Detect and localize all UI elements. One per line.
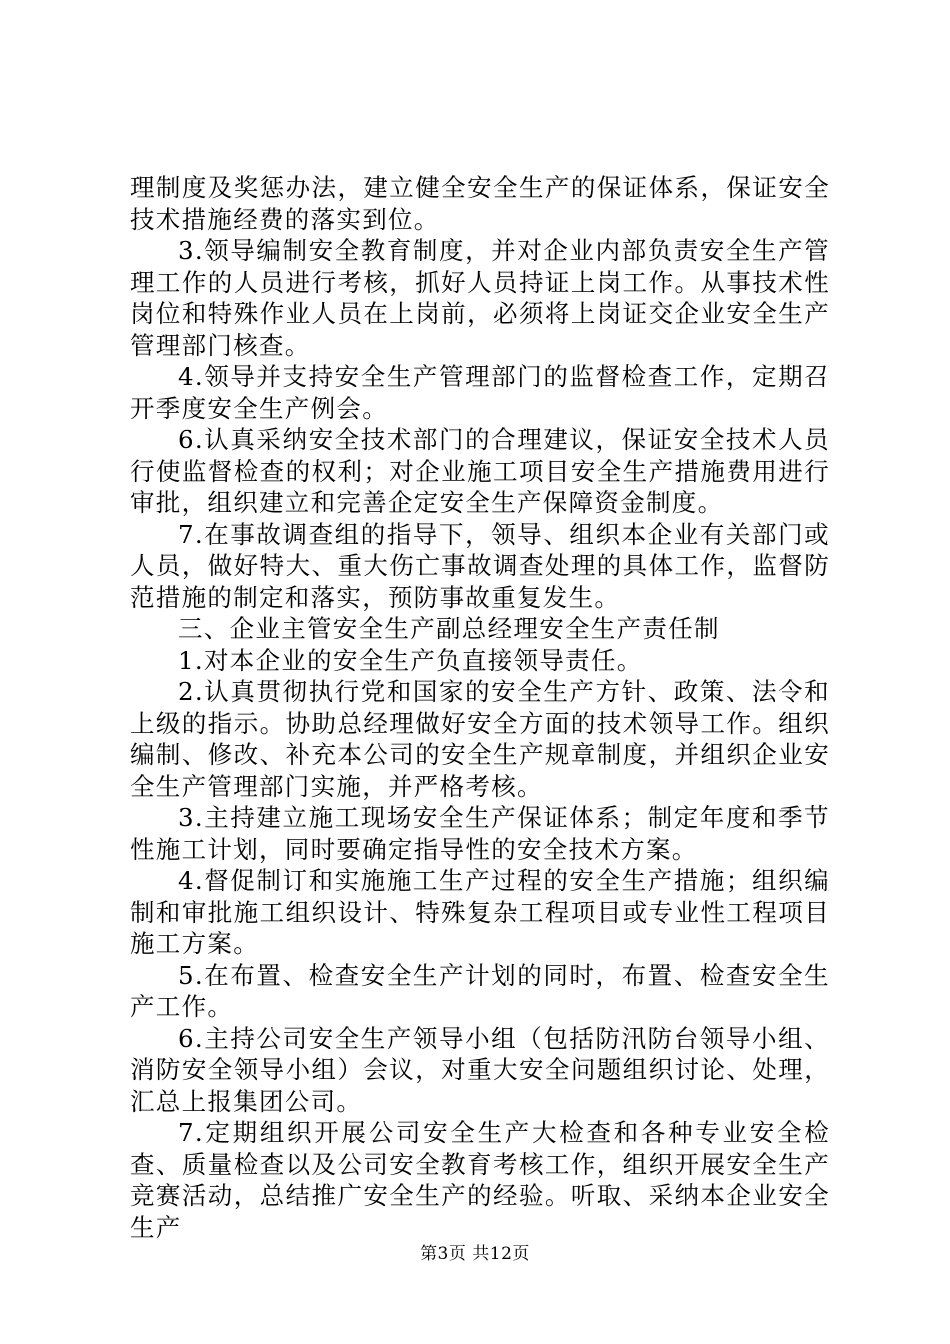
- paragraph-item-3: 3.领导编制安全教育制度，并对企业内部负责安全生产管理工作的人员进行考核，抓好人员持证上岗工作。从事技术性岗位和特殊作业人员在上岗前，必须将上岗证交企业安全生产管理部门核查。: [130, 236, 830, 360]
- paragraph-item-7: 7.在事故调查组的指导下，领导、组织本企业有关部门或人员，做好特大、重大伤亡事故调查处理的具体工作，监督防范措施的制定和落实，预防事故重复发生。: [130, 519, 830, 612]
- section-heading: 三、企业主管安全生产副总经理安全生产责任制: [178, 614, 720, 643]
- paragraph-section3-item-7: 7.定期组织开展公司安全生产大检查和各种专业安全检查、质量检查以及公司安全教育考核工作，组织开展安全生产竞赛活动，总结推广安全生产的经验。听取、采纳本企业安全生产: [130, 1118, 830, 1242]
- paragraph-section3-item-2: 2.认真贯彻执行党和国家的安全生产方针、政策、法令和上级的指示。协助总经理做好安全方面的技术领导工作。组织编制、修改、补充本公司的安全生产规章制度，并组织企业安全生产管理部门实施，并严格考核。: [130, 677, 830, 801]
- paragraph-continued: 理制度及奖惩办法，建立健全安全生产的保证体系，保证安全技术措施经费的落实到位。: [130, 173, 830, 234]
- paragraph-section3-item-1: 1.对本企业的安全生产负直接领导责任。: [178, 645, 643, 675]
- paragraph-section3-item-3: 3.主持建立施工现场安全生产保证体系；制定年度和季节性施工计划，同时要确定指导性的安全技术方案。: [130, 803, 830, 864]
- paragraph-item-6: 6.认真采纳安全技术部门的合理建议，保证安全技术人员行使监督检查的权利；对企业施工项目安全生产措施费用进行审批，组织建立和完善企定安全生产保障资金制度。: [130, 425, 830, 517]
- paragraph-section3-item-5: 5.在布置、检查安全生产计划的同时，布置、检查安全生产工作。: [130, 960, 830, 1021]
- document-body: [130, 172, 830, 1243]
- page-footer: 第3页 共12页: [420, 1244, 530, 1264]
- paragraph-section3-item-6: 6.主持公司安全生产领导小组（包括防汛防台领导小组、消防安全领导小组）会议，对重大安全问题组织讨论、处理，汇总上报集团公司。: [130, 1023, 830, 1116]
- paragraph-section3-item-4: 4.督促制订和实施施工生产过程的安全生产措施；组织编制和审批施工组织设计、特殊复杂工程项目或专业性工程项目施工方案。: [130, 866, 830, 958]
- paragraph-item-4: 4.领导并支持安全生产管理部门的监督检查工作，定期召开季度安全生产例会。: [130, 362, 830, 423]
